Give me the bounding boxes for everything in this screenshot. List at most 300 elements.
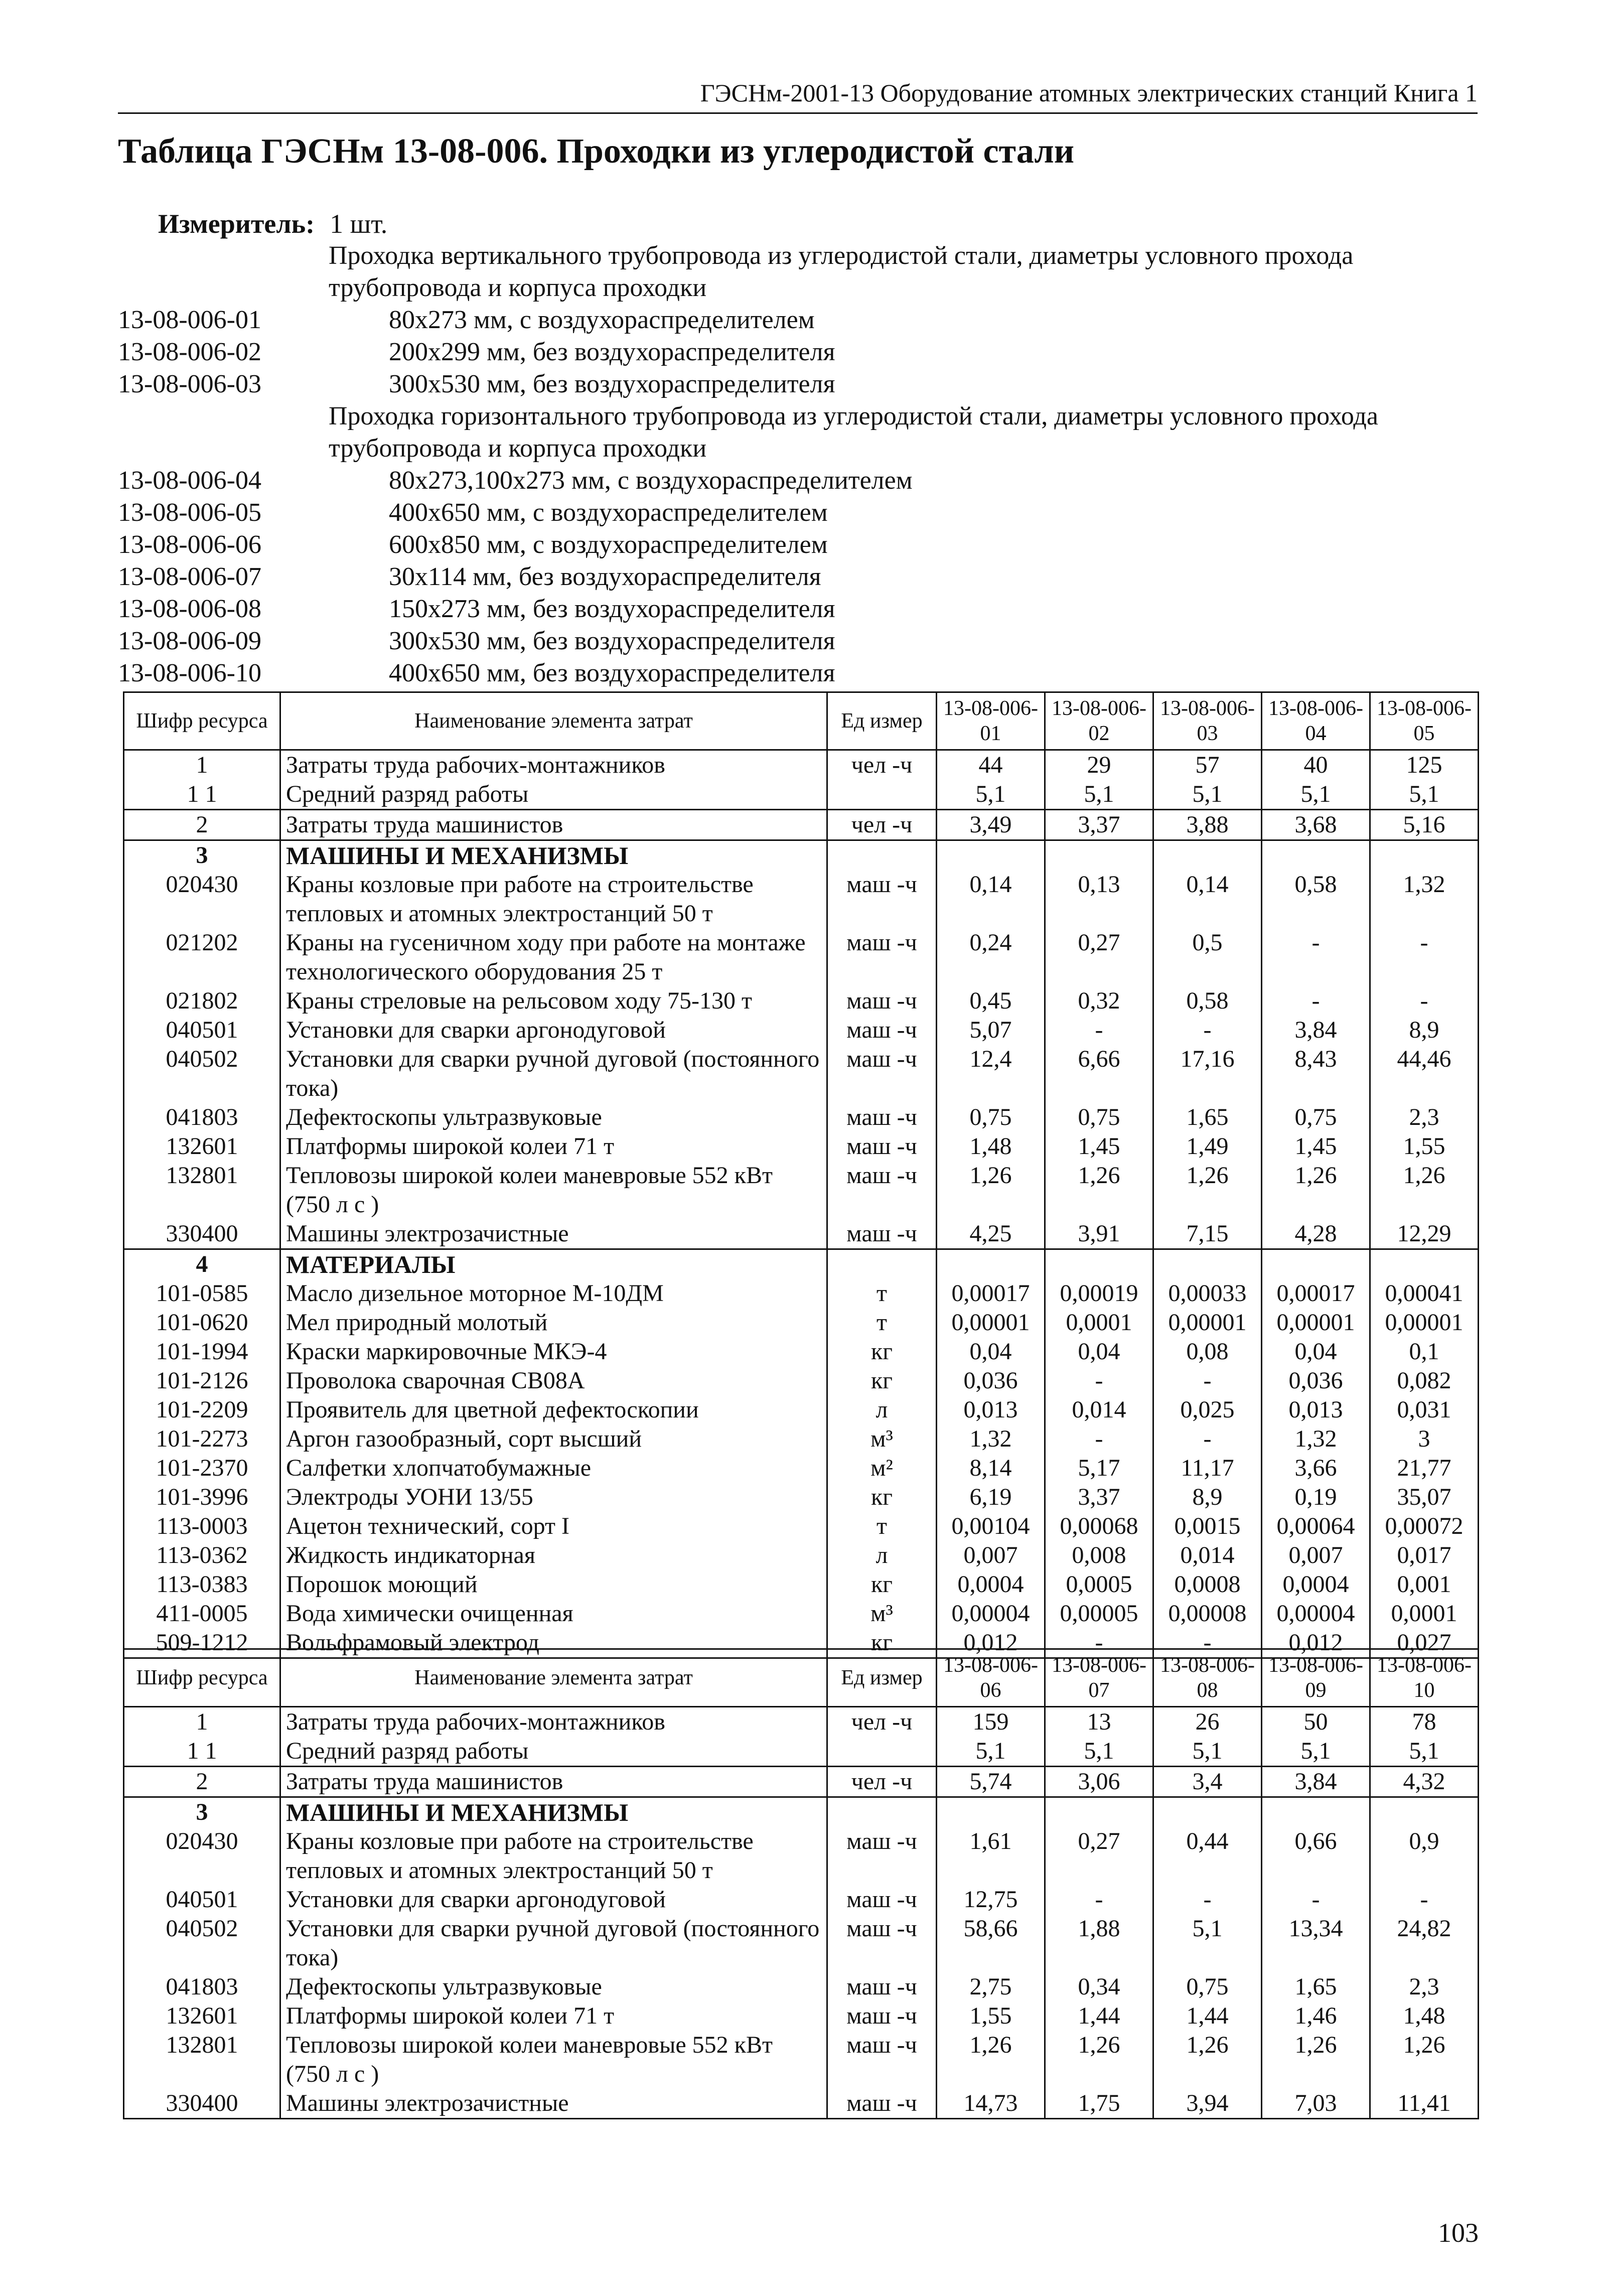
value-cell: 3,84 [1262,1767,1370,1797]
value-cell: 3,94 [1153,2089,1262,2119]
value-cell: 0,00033 [1153,1279,1262,1308]
resource-code-cell: 2 [124,1767,280,1797]
resource-name-cell: Вольфрамовый электрод [280,1628,827,1658]
table-row [124,1132,1479,1161]
value-cell: 13 [1045,1707,1153,1737]
value-cell: 11,41 [1370,2089,1479,2119]
unit-cell: маш -ч [827,986,937,1016]
unit-cell: маш -ч [827,1045,937,1103]
definition-text: 400х650 мм, без воздухораспределителя [389,659,835,687]
value-cell: 0,0005 [1045,1570,1153,1599]
definition-code: 13-08-006-07 [118,562,261,591]
column-header: Шифр ресурса [124,692,280,750]
table-row [124,1308,1479,1337]
resource-code-cell: 132601 [124,1132,280,1161]
meter-line [158,208,402,239]
resource-code-cell: 1 1 [124,1737,280,1767]
value-cell: 0,014 [1153,1541,1262,1570]
definition-code: 13-08-006-06 [118,530,261,559]
value-cell: 0,0004 [1262,1570,1370,1599]
value-cell: 1,26 [937,2031,1045,2089]
value-cell: - [1262,1885,1370,1914]
value-cell: 0,75 [1045,1103,1153,1132]
resource-code-cell: 021202 [124,928,280,986]
value-cell: - [1045,1366,1153,1395]
unit-cell: кг [827,1366,937,1395]
column-header-code: 13-08-006-08 [1153,1649,1262,1707]
resource-code-cell: 3 [124,1797,280,1827]
resource-code-cell: 330400 [124,1219,280,1249]
resource-name-cell: Электроды УОНИ 13/55 [280,1483,827,1512]
value-cell: 0,00001 [1153,1308,1262,1337]
resource-code-cell: 330400 [124,2089,280,2119]
value-cell: 1,48 [937,1132,1045,1161]
column-header: Наименование элемента затрат [280,692,827,750]
value-cell [1153,840,1262,871]
value-cell: 14,73 [937,2089,1045,2119]
resource-code-cell: 041803 [124,1103,280,1132]
definition-text: Проходка вертикального трубопровода из углеродистой стали, диаметры условного прохода трубопровода и корпуса проходки [329,241,1354,302]
definition-text: 150х273 мм, без воздухораспределителя [389,595,835,623]
resource-name-cell: МАТЕРИАЛЫ [280,1249,827,1279]
resource-name-cell: Затраты труда машинистов [280,810,827,840]
definition-code: 13-08-006-04 [118,466,261,495]
resource-name-cell: Дефектоскопы ультразвуковые [280,1103,827,1132]
resource-table-2 [123,1648,1479,2119]
unit-cell [827,1737,937,1767]
table-row [124,2089,1479,2119]
table-row [124,810,1479,840]
value-cell: 4,25 [937,1219,1045,1249]
definition-text: 600х850 мм, с воздухораспределителем [389,530,828,559]
value-cell: 2,75 [937,1972,1045,2001]
unit-cell: маш -ч [827,1103,937,1132]
resource-code-cell: 132801 [124,2031,280,2089]
resource-name-cell: Установки для сварки ручной дуговой (постоянного тока) [280,1045,827,1103]
value-cell: 3,37 [1045,810,1153,840]
value-cell: 3,4 [1153,1767,1262,1797]
column-header-code: 13-08-006-05 [1370,692,1479,750]
definition-row [118,336,1478,368]
unit-cell: маш -ч [827,1219,937,1249]
meter-value: 1 шт. [330,209,388,239]
value-cell: 159 [937,1707,1045,1737]
value-cell: 0,00004 [1262,1599,1370,1628]
unit-cell: маш -ч [827,1914,937,1972]
definition-row [118,465,1478,497]
value-cell: 35,07 [1370,1483,1479,1512]
value-cell: 0,13 [1045,870,1153,928]
value-cell: 0,24 [937,928,1045,986]
resource-code-cell: 101-0620 [124,1308,280,1337]
value-cell: 3,91 [1045,1219,1153,1249]
unit-cell [827,840,937,871]
table-row [124,1972,1479,2001]
definition-code: 13-08-006-01 [118,306,261,334]
value-cell: 8,9 [1370,1016,1479,1045]
value-cell: 2,3 [1370,1972,1479,2001]
value-cell: 0,00064 [1262,1512,1370,1541]
value-cell: 0,0001 [1045,1308,1153,1337]
resource-name-cell: Салфетки хлопчатобумажные [280,1454,827,1483]
value-cell: 1,26 [1262,2031,1370,2089]
unit-cell: м³ [827,1599,937,1628]
value-cell: 3,68 [1262,810,1370,840]
value-cell: - [1153,1016,1262,1045]
table-row [124,1914,1479,1972]
value-cell: 0,1 [1370,1337,1479,1366]
value-cell: 3,84 [1262,1016,1370,1045]
running-header: ГЭСНм-2001-13 Оборудование атомных электрических станций Книга 1 [118,75,1478,114]
resource-name-cell: Проволока сварочная СВ08А [280,1366,827,1395]
resource-code-cell: 4 [124,1249,280,1279]
definition-code: 13-08-006-08 [118,595,261,623]
value-cell: 11,17 [1153,1454,1262,1483]
value-cell: 1,65 [1153,1103,1262,1132]
resource-name-cell: Краски маркировочные МКЭ-4 [280,1337,827,1366]
unit-cell: чел -ч [827,750,937,780]
value-cell: 0,0015 [1153,1512,1262,1541]
resource-code-cell: 101-3996 [124,1483,280,1512]
value-cell: 1,61 [937,1827,1045,1885]
resource-code-cell: 1 [124,1707,280,1737]
table-title: Таблица ГЭСНм 13-08-006. Проходки из углеродистой стали [118,132,1075,171]
unit-cell: кг [827,1570,937,1599]
value-cell: 5,1 [1153,780,1262,810]
value-cell: 0,04 [1262,1337,1370,1366]
resource-name-cell: Затраты труда машинистов [280,1767,827,1797]
value-cell: 1,26 [1153,2031,1262,2089]
value-cell: 4,28 [1262,1219,1370,1249]
value-cell: 0,00005 [1045,1599,1153,1628]
resource-code-cell: 040501 [124,1016,280,1045]
table-row [124,1279,1479,1308]
value-cell: 0,14 [1153,870,1262,928]
unit-cell: т [827,1512,937,1541]
value-cell: 0,75 [1262,1103,1370,1132]
unit-cell: маш -ч [827,928,937,986]
value-cell: 0,00041 [1370,1279,1479,1308]
value-cell [1370,1249,1479,1279]
resource-code-cell: 040501 [124,1885,280,1914]
definition-row [118,529,1478,561]
value-cell: 5,17 [1045,1454,1153,1483]
resource-name-cell: Установки для сварки ручной дуговой (постоянного тока) [280,1914,827,1972]
value-cell: 0,9 [1370,1827,1479,1885]
resource-code-cell: 020430 [124,870,280,928]
table-row [124,750,1479,780]
value-cell: 5,1 [1153,1737,1262,1767]
value-cell [1262,1797,1370,1827]
value-cell: 1,32 [1262,1424,1370,1454]
value-cell: 1,32 [937,1424,1045,1454]
value-cell: 5,1 [1262,1737,1370,1767]
definition-row [118,304,1478,336]
value-cell: 0,008 [1045,1541,1153,1570]
column-header: Ед измер [827,692,937,750]
value-cell: 0,75 [937,1103,1045,1132]
unit-cell [827,1797,937,1827]
table-row [124,2001,1479,2031]
value-cell: 0,0004 [937,1570,1045,1599]
resource-code-cell: 101-1994 [124,1337,280,1366]
value-cell: 29 [1045,750,1153,780]
value-cell: 5,1 [1153,1914,1262,1972]
unit-cell: м² [827,1454,937,1483]
value-cell: 0,45 [937,986,1045,1016]
value-cell: 0,027 [1370,1628,1479,1658]
value-cell: 0,012 [1262,1628,1370,1658]
value-cell: 6,66 [1045,1045,1153,1103]
resource-name-cell: Аргон газообразный, сорт высший [280,1424,827,1454]
resource-code-cell: 509-1212 [124,1628,280,1658]
definition-text: 200х299 мм, без воздухораспределителя [389,338,835,366]
column-header-code: 13-08-006-02 [1045,692,1153,750]
value-cell: 57 [1153,750,1262,780]
value-cell: 0,27 [1045,928,1153,986]
value-cell: 5,1 [1262,780,1370,810]
unit-cell: м³ [827,1424,937,1454]
value-cell: 0,14 [937,870,1045,928]
value-cell: 8,9 [1153,1483,1262,1512]
unit-cell: маш -ч [827,1161,937,1219]
value-cell: 5,07 [937,1016,1045,1045]
value-cell: 44 [937,750,1045,780]
value-cell: 78 [1370,1707,1479,1737]
value-cell [1262,840,1370,871]
definition-row [118,657,1478,689]
resource-name-cell: Затраты труда рабочих-монтажников [280,1707,827,1737]
value-cell: 1,26 [1370,1161,1479,1219]
value-cell: 5,1 [1045,1737,1153,1767]
unit-cell: чел -ч [827,1767,937,1797]
unit-cell: маш -ч [827,1132,937,1161]
value-cell: 0,013 [937,1395,1045,1424]
resource-code-cell: 101-2370 [124,1454,280,1483]
value-cell: 3,06 [1045,1767,1153,1797]
resource-code-cell: 113-0362 [124,1541,280,1570]
column-header-code: 13-08-006-03 [1153,692,1262,750]
value-cell: 3,49 [937,810,1045,840]
table-row [124,1707,1479,1737]
resource-code-cell: 1 [124,750,280,780]
table-row [124,928,1479,986]
definition-text: Проходка горизонтального трубопровода из углеродистой стали, диаметры условного прохода трубопровода и корпуса проходки [329,402,1378,463]
value-cell: - [1153,1885,1262,1914]
resource-name-cell: Тепловозы широкой колеи маневровые 552 кВт (750 л с ) [280,2031,827,2089]
definition-code: 13-08-006-10 [118,659,261,687]
resource-name-cell: Краны стреловые на рельсовом ходу 75-130 т [280,986,827,1016]
value-cell: 0,00017 [937,1279,1045,1308]
value-cell: 12,29 [1370,1219,1479,1249]
table-row [124,1827,1479,1885]
unit-cell: маш -ч [827,2089,937,2119]
value-cell: - [1153,1424,1262,1454]
value-cell: 1,26 [1370,2031,1479,2089]
table-row [124,1512,1479,1541]
table-row [124,1541,1479,1570]
table-row [124,1103,1479,1132]
definition-row [118,625,1478,657]
resource-code-cell: 101-2126 [124,1366,280,1395]
unit-cell [827,1249,937,1279]
section-row [124,1797,1479,1827]
value-cell: 24,82 [1370,1914,1479,1972]
value-cell: 12,4 [937,1045,1045,1103]
value-cell: 0,036 [1262,1366,1370,1395]
resource-name-cell: Установки для сварки аргонодуговой [280,1016,827,1045]
unit-cell: маш -ч [827,1016,937,1045]
value-cell: 26 [1153,1707,1262,1737]
resource-code-cell: 132601 [124,2001,280,2031]
value-cell: 1,26 [1045,1161,1153,1219]
resource-code-cell: 2 [124,810,280,840]
value-cell: 0,0008 [1153,1570,1262,1599]
value-cell: - [1045,1885,1153,1914]
resource-code-cell: 101-0585 [124,1279,280,1308]
definition-text: 80х273 мм, с воздухораспределителем [389,306,815,334]
value-cell [1370,840,1479,871]
value-cell: - [1153,1628,1262,1658]
value-cell [1370,1797,1479,1827]
resource-code-cell: 3 [124,840,280,871]
value-cell: - [1045,1424,1153,1454]
value-cell: 0,00104 [937,1512,1045,1541]
value-cell [937,1797,1045,1827]
value-cell: 0,44 [1153,1827,1262,1885]
value-cell: 5,1 [1370,780,1479,810]
column-header-code: 13-08-006-07 [1045,1649,1153,1707]
definition-code: 13-08-006-02 [118,338,261,366]
value-cell: 0,013 [1262,1395,1370,1424]
unit-cell: маш -ч [827,1827,937,1885]
value-cell: 0,58 [1262,870,1370,928]
value-cell: 7,03 [1262,2089,1370,2119]
resource-code-cell: 021802 [124,986,280,1016]
value-cell: 2,3 [1370,1103,1479,1132]
resource-code-cell: 041803 [124,1972,280,2001]
value-cell: 0,001 [1370,1570,1479,1599]
value-cell: - [1153,1366,1262,1395]
resource-name-cell: Проявитель для цветной дефектоскопии [280,1395,827,1424]
value-cell: 0,014 [1045,1395,1153,1424]
unit-cell: маш -ч [827,2001,937,2031]
meter-label: Измеритель: [158,209,315,239]
column-header-code: 13-08-006-09 [1262,1649,1370,1707]
resource-code-cell: 411-0005 [124,1599,280,1628]
value-cell: 0,00001 [1370,1308,1479,1337]
definition-text: 30х114 мм, без воздухораспределителя [389,562,821,591]
resource-name-cell: Порошок моющий [280,1570,827,1599]
value-cell: 5,1 [1045,780,1153,810]
value-cell: 44,46 [1370,1045,1479,1103]
table-row [124,2031,1479,2089]
value-cell: - [1262,928,1370,986]
unit-cell [827,780,937,810]
definition-row [118,561,1478,593]
value-cell: 1,88 [1045,1914,1153,1972]
value-cell: 50 [1262,1707,1370,1737]
table-row [124,1767,1479,1797]
value-cell: 1,55 [1370,1132,1479,1161]
table-row [124,1016,1479,1045]
definition-text: 400х650 мм, с воздухораспределителем [389,498,828,527]
value-cell [1045,1797,1153,1827]
value-cell: 0,031 [1370,1395,1479,1424]
unit-cell: л [827,1395,937,1424]
table-row [124,1366,1479,1395]
column-header: Наименование элемента затрат [280,1649,827,1707]
value-cell: - [1045,1016,1153,1045]
unit-cell: кг [827,1483,937,1512]
resource-name-cell: МАШИНЫ И МЕХАНИЗМЫ [280,840,827,871]
table-row [124,1161,1479,1219]
column-header-code: 13-08-006-01 [937,692,1045,750]
definition-group-heading [118,240,1478,304]
table-row [124,1483,1479,1512]
value-cell: 0,08 [1153,1337,1262,1366]
value-cell [1262,1249,1370,1279]
value-cell: 5,1 [937,780,1045,810]
section-row [124,840,1479,871]
value-cell: 3 [1370,1424,1479,1454]
unit-cell: чел -ч [827,810,937,840]
resource-name-cell: Краны козловые при работе на строительстве тепловых и атомных электростанций 50 т [280,1827,827,1885]
table-row [124,870,1479,928]
value-cell: 1,44 [1153,2001,1262,2031]
resource-code-cell: 020430 [124,1827,280,1885]
column-header-code: 13-08-006-04 [1262,692,1370,750]
value-cell: 1,32 [1370,870,1479,928]
value-cell [937,840,1045,871]
resource-name-cell: Машины электрозачистные [280,2089,827,2119]
value-cell [937,1249,1045,1279]
page-number: 103 [1438,2218,1479,2248]
value-cell: 0,00017 [1262,1279,1370,1308]
unit-cell: маш -ч [827,1885,937,1914]
value-cell: 3,37 [1045,1483,1153,1512]
value-cell: 12,75 [937,1885,1045,1914]
definitions-list [118,240,1478,689]
value-cell: 0,036 [937,1366,1045,1395]
value-cell: 1,26 [1045,2031,1153,2089]
column-header: Ед измер [827,1649,937,1707]
table-row [124,1737,1479,1767]
value-cell: 1,65 [1262,1972,1370,2001]
value-cell: 1,26 [1262,1161,1370,1219]
value-cell: 0,04 [1045,1337,1153,1366]
resource-name-cell: Жидкость индикаторная [280,1541,827,1570]
value-cell: 0,00004 [937,1599,1045,1628]
value-cell: - [1370,986,1479,1016]
table-row [124,1219,1479,1249]
value-cell: 5,1 [1370,1737,1479,1767]
unit-cell: кг [827,1337,937,1366]
resource-name-cell: Средний разряд работы [280,780,827,810]
value-cell: 0,00019 [1045,1279,1153,1308]
table-row [124,1885,1479,1914]
table-row [124,780,1479,810]
resource-code-cell: 101-2209 [124,1395,280,1424]
definition-row [118,368,1478,400]
table-row [124,1454,1479,1483]
definition-row [118,593,1478,625]
resource-name-cell: Тепловозы широкой колеи маневровые 552 кВт (750 л с ) [280,1161,827,1219]
section-row [124,1249,1479,1279]
value-cell: 1,49 [1153,1132,1262,1161]
resource-name-cell: Вода химически очищенная [280,1599,827,1628]
value-cell: 0,32 [1045,986,1153,1016]
